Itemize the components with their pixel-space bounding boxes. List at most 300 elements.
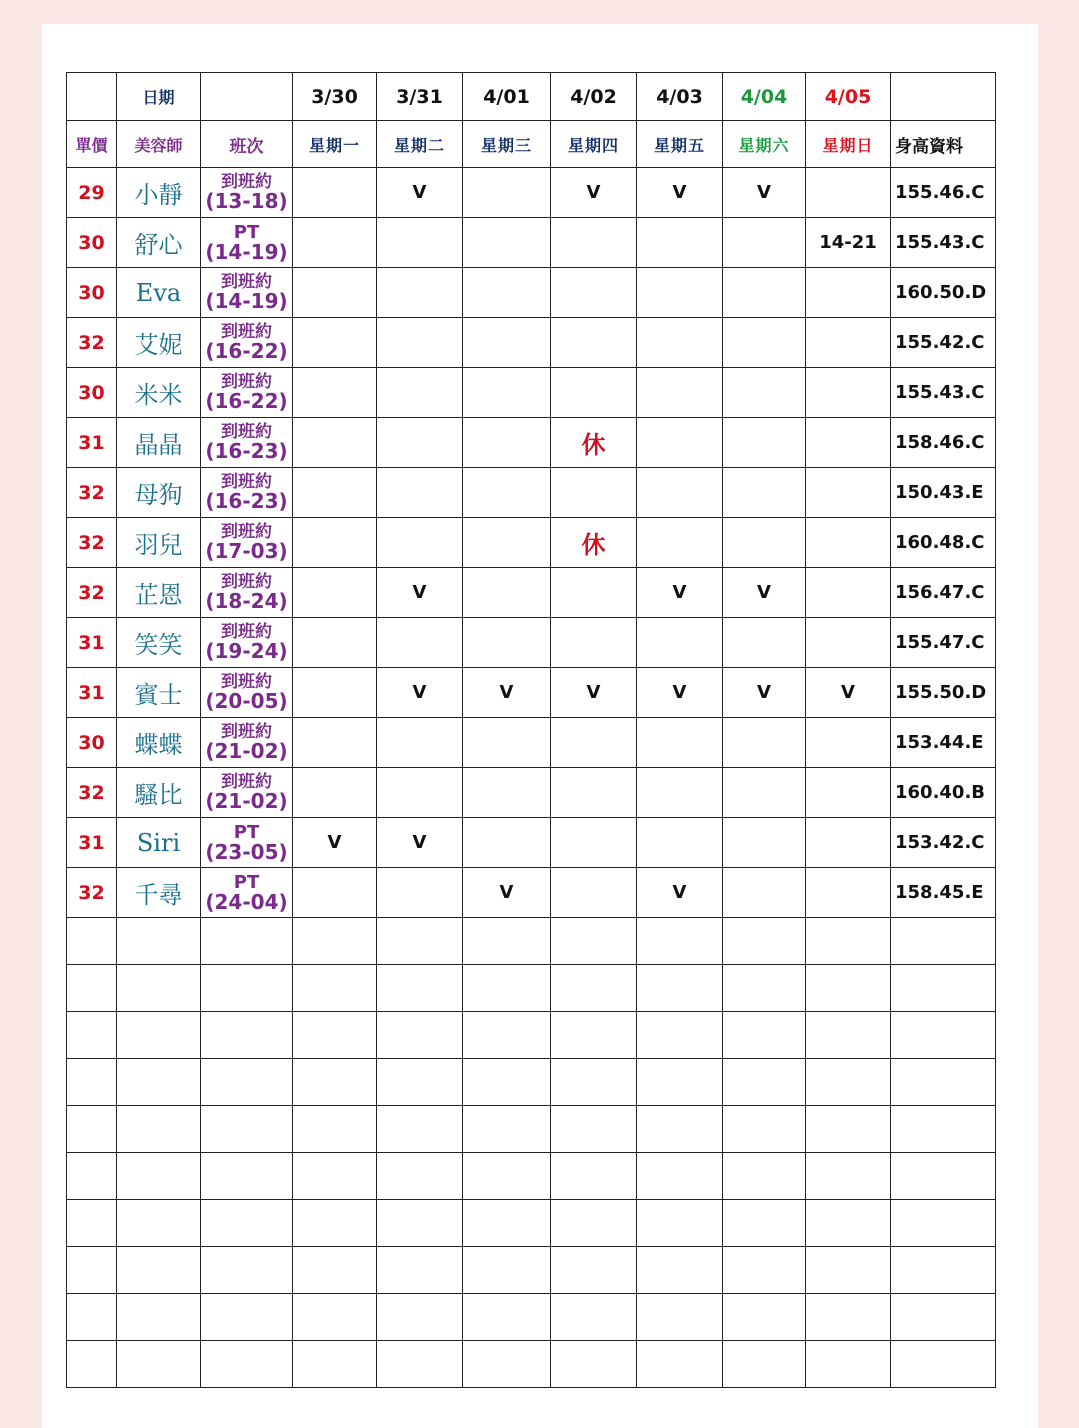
day-cell-thu — [551, 568, 637, 618]
day-cell-sat — [723, 218, 806, 268]
empty-cell — [463, 1059, 551, 1106]
empty-cell — [201, 965, 293, 1012]
weekday-fri: 星期五 — [637, 121, 723, 168]
empty-cell — [201, 1341, 293, 1388]
shift-cell — [201, 668, 293, 718]
empty-cell — [463, 1247, 551, 1294]
column-header-price: 單價 — [67, 121, 117, 168]
empty-cell — [723, 965, 806, 1012]
empty-cell — [463, 1106, 551, 1153]
empty-cell — [117, 965, 201, 1012]
shift-hours: (14-19) — [205, 239, 288, 264]
empty-cell — [806, 1153, 891, 1200]
price-cell: 30 — [67, 718, 117, 768]
empty-cell — [117, 1012, 201, 1059]
height-cell: 160.40.B — [891, 768, 996, 818]
empty-cell — [891, 1341, 996, 1388]
table-row — [67, 668, 996, 718]
table-row — [67, 268, 996, 318]
day-cell-sun — [806, 368, 891, 418]
empty-cell — [551, 1059, 637, 1106]
empty-cell — [551, 1341, 637, 1388]
day-cell-tue — [377, 868, 463, 918]
shift-cell — [201, 168, 293, 218]
header-empty-cell — [67, 73, 117, 121]
day-cell-sat — [723, 818, 806, 868]
stylist-name: 羽兒 — [117, 518, 201, 568]
table-row — [67, 168, 996, 218]
shift-type: 到班約 — [221, 572, 272, 592]
price-cell: 32 — [67, 868, 117, 918]
empty-cell — [723, 1153, 806, 1200]
day-cell-mon: V — [293, 818, 377, 868]
day-cell-sat — [723, 618, 806, 668]
shift-hours: (21-02) — [205, 739, 288, 763]
price-cell: 31 — [67, 418, 117, 468]
empty-cell — [637, 918, 723, 965]
empty-cell — [293, 1059, 377, 1106]
day-cell-mon — [293, 568, 377, 618]
weekday-sun: 星期日 — [806, 121, 891, 168]
day-cell-wed: V — [463, 668, 551, 718]
table-row — [67, 468, 996, 518]
height-cell: 155.43.C — [891, 218, 996, 268]
empty-row — [67, 965, 996, 1012]
empty-cell — [293, 1247, 377, 1294]
date-mon: 3/30 — [293, 73, 377, 121]
shift-hours: (16-23) — [205, 439, 288, 463]
stylist-name: 芷恩 — [117, 568, 201, 618]
day-cell-sat — [723, 268, 806, 318]
shift-type: 到班約 — [221, 372, 272, 392]
empty-cell — [723, 1341, 806, 1388]
height-cell: 158.46.C — [891, 418, 996, 468]
day-cell-fri — [637, 268, 723, 318]
day-cell-thu — [551, 368, 637, 418]
empty-cell — [891, 1153, 996, 1200]
day-cell-sun — [806, 318, 891, 368]
empty-cell — [551, 965, 637, 1012]
day-cell-sat: V — [723, 568, 806, 618]
table-row — [67, 368, 996, 418]
empty-cell — [637, 1012, 723, 1059]
empty-cell — [293, 1200, 377, 1247]
empty-cell — [806, 1200, 891, 1247]
shift-type: 到班約 — [221, 672, 272, 692]
table-row — [67, 218, 996, 268]
empty-cell — [293, 918, 377, 965]
day-cell-mon — [293, 168, 377, 218]
shift-hours: (21-02) — [205, 789, 288, 813]
day-cell-mon — [293, 868, 377, 918]
day-cell-mon — [293, 768, 377, 818]
header-empty-cell — [201, 73, 293, 121]
day-cell-sat — [723, 468, 806, 518]
shift-type: 到班約 — [221, 172, 272, 192]
day-cell-wed — [463, 318, 551, 368]
stylist-name: Eva — [117, 268, 201, 318]
height-cell: 155.50.D — [891, 668, 996, 718]
shift-type: PT — [233, 221, 260, 243]
empty-cell — [891, 1200, 996, 1247]
shift-type: 到班約 — [221, 472, 272, 492]
empty-cell — [117, 1059, 201, 1106]
shift-hours: (14-19) — [205, 289, 288, 313]
day-cell-fri — [637, 518, 723, 568]
date-wed: 4/01 — [463, 73, 551, 121]
day-cell-mon — [293, 668, 377, 718]
day-cell-tue — [377, 768, 463, 818]
price-cell: 31 — [67, 818, 117, 868]
empty-cell — [377, 1106, 463, 1153]
day-cell-sun — [806, 618, 891, 668]
empty-cell — [67, 1153, 117, 1200]
empty-cell — [463, 965, 551, 1012]
price-cell: 32 — [67, 768, 117, 818]
day-cell-tue — [377, 718, 463, 768]
stylist-name: 笑笑 — [117, 618, 201, 668]
day-cell-sat — [723, 418, 806, 468]
day-cell-tue — [377, 368, 463, 418]
day-cell-thu: V — [551, 668, 637, 718]
day-cell-mon — [293, 268, 377, 318]
empty-cell — [551, 1153, 637, 1200]
empty-cell — [723, 918, 806, 965]
empty-cell — [377, 1059, 463, 1106]
header-row-columns — [67, 121, 996, 168]
day-cell-fri — [637, 718, 723, 768]
table-row — [67, 718, 996, 768]
price-cell: 30 — [67, 218, 117, 268]
shift-type: 到班約 — [221, 422, 272, 442]
empty-cell — [637, 1247, 723, 1294]
day-cell-mon — [293, 218, 377, 268]
day-cell-fri — [637, 468, 723, 518]
empty-cell — [67, 1200, 117, 1247]
day-cell-sun — [806, 818, 891, 868]
day-cell-wed — [463, 568, 551, 618]
day-cell-thu: 休 — [551, 418, 637, 468]
shift-cell — [201, 868, 293, 918]
empty-cell — [117, 1200, 201, 1247]
schedule-sheet — [42, 24, 1038, 1428]
day-cell-sun — [806, 868, 891, 918]
empty-cell — [293, 1341, 377, 1388]
stylist-name: 米米 — [117, 368, 201, 418]
day-cell-thu — [551, 268, 637, 318]
empty-cell — [806, 1106, 891, 1153]
height-cell: 155.43.C — [891, 368, 996, 418]
day-cell-sun: V — [806, 668, 891, 718]
empty-cell — [377, 965, 463, 1012]
day-cell-sun — [806, 418, 891, 468]
empty-cell — [723, 1294, 806, 1341]
date-label: 日期 — [117, 73, 201, 121]
day-cell-sat: V — [723, 168, 806, 218]
stylist-name: 舒心 — [117, 218, 201, 268]
day-cell-wed: V — [463, 868, 551, 918]
empty-cell — [551, 1200, 637, 1247]
table-row — [67, 618, 996, 668]
empty-cell — [463, 1294, 551, 1341]
table-row — [67, 868, 996, 918]
day-cell-mon — [293, 368, 377, 418]
empty-cell — [891, 1106, 996, 1153]
empty-cell — [67, 1012, 117, 1059]
weekday-sat: 星期六 — [723, 121, 806, 168]
day-cell-sat — [723, 718, 806, 768]
empty-row — [67, 1200, 996, 1247]
empty-cell — [463, 1012, 551, 1059]
day-cell-mon — [293, 618, 377, 668]
empty-cell — [67, 918, 117, 965]
column-header-stylist: 美容師 — [117, 121, 201, 168]
shift-type: PT — [233, 871, 260, 893]
shift-cell — [201, 268, 293, 318]
empty-cell — [723, 1106, 806, 1153]
empty-row — [67, 1059, 996, 1106]
shift-hours: (19-24) — [205, 639, 288, 663]
day-cell-tue — [377, 418, 463, 468]
empty-cell — [637, 965, 723, 1012]
day-cell-sun — [806, 768, 891, 818]
shift-type: 到班約 — [221, 272, 272, 292]
shift-hours: (17-03) — [205, 539, 288, 563]
day-cell-fri: V — [637, 668, 723, 718]
empty-cell — [637, 1341, 723, 1388]
stylist-name: 蝶蝶 — [117, 718, 201, 768]
day-cell-thu: 休 — [551, 518, 637, 568]
day-cell-thu — [551, 318, 637, 368]
price-cell: 32 — [67, 468, 117, 518]
day-cell-fri — [637, 318, 723, 368]
empty-cell — [463, 1200, 551, 1247]
empty-cell — [723, 1200, 806, 1247]
empty-cell — [551, 1106, 637, 1153]
shift-type: 到班約 — [221, 772, 272, 792]
empty-cell — [67, 1247, 117, 1294]
date-thu: 4/02 — [551, 73, 637, 121]
empty-cell — [806, 918, 891, 965]
shift-hours: (16-22) — [205, 339, 288, 363]
day-cell-fri — [637, 368, 723, 418]
shift-type: 到班約 — [221, 322, 272, 342]
empty-cell — [806, 1294, 891, 1341]
empty-row — [67, 1341, 996, 1388]
empty-cell — [891, 1059, 996, 1106]
stylist-name: 艾妮 — [117, 318, 201, 368]
price-cell: 32 — [67, 568, 117, 618]
shift-hours: (18-24) — [205, 589, 288, 613]
day-cell-fri — [637, 218, 723, 268]
day-cell-wed — [463, 368, 551, 418]
height-cell: 160.48.C — [891, 518, 996, 568]
day-cell-fri — [637, 418, 723, 468]
day-cell-wed — [463, 618, 551, 668]
empty-cell — [201, 1200, 293, 1247]
empty-cell — [806, 1247, 891, 1294]
table-row — [67, 518, 996, 568]
empty-cell — [377, 1153, 463, 1200]
empty-cell — [117, 1153, 201, 1200]
shift-type: 到班約 — [221, 522, 272, 542]
empty-cell — [201, 1059, 293, 1106]
day-cell-sun — [806, 518, 891, 568]
empty-cell — [67, 1106, 117, 1153]
day-cell-thu — [551, 768, 637, 818]
stylist-name: 騷比 — [117, 768, 201, 818]
shift-hours: (16-22) — [205, 389, 288, 413]
empty-cell — [806, 1059, 891, 1106]
empty-cell — [293, 1106, 377, 1153]
day-cell-thu — [551, 468, 637, 518]
shift-cell — [201, 768, 293, 818]
day-cell-thu — [551, 618, 637, 668]
height-cell: 156.47.C — [891, 568, 996, 618]
day-cell-sun — [806, 568, 891, 618]
day-cell-tue — [377, 218, 463, 268]
day-cell-fri — [637, 618, 723, 668]
price-cell: 30 — [67, 268, 117, 318]
day-cell-fri — [637, 818, 723, 868]
empty-cell — [891, 965, 996, 1012]
day-cell-mon — [293, 468, 377, 518]
day-cell-fri: V — [637, 868, 723, 918]
empty-cell — [891, 918, 996, 965]
day-cell-wed — [463, 468, 551, 518]
day-cell-wed — [463, 718, 551, 768]
shift-type: 到班約 — [221, 622, 272, 642]
schedule-body — [67, 168, 996, 1388]
empty-cell — [67, 1294, 117, 1341]
header-row-dates — [67, 73, 996, 121]
day-cell-tue — [377, 268, 463, 318]
stylist-name: 母狗 — [117, 468, 201, 518]
stylist-name: 賓士 — [117, 668, 201, 718]
empty-cell — [377, 1200, 463, 1247]
shift-cell — [201, 618, 293, 668]
day-cell-tue — [377, 468, 463, 518]
empty-cell — [117, 1247, 201, 1294]
day-cell-fri: V — [637, 568, 723, 618]
date-sun: 4/05 — [806, 73, 891, 121]
price-cell: 31 — [67, 618, 117, 668]
shift-cell — [201, 568, 293, 618]
table-row — [67, 768, 996, 818]
height-cell: 155.46.C — [891, 168, 996, 218]
empty-cell — [463, 918, 551, 965]
empty-cell — [201, 918, 293, 965]
empty-cell — [201, 1247, 293, 1294]
shift-hours: (16-23) — [205, 489, 288, 513]
weekday-wed: 星期三 — [463, 121, 551, 168]
height-cell: 160.50.D — [891, 268, 996, 318]
day-cell-sun — [806, 718, 891, 768]
weekday-thu: 星期四 — [551, 121, 637, 168]
day-cell-wed — [463, 768, 551, 818]
day-cell-wed — [463, 418, 551, 468]
empty-cell — [201, 1294, 293, 1341]
shift-cell — [201, 368, 293, 418]
shift-cell — [201, 468, 293, 518]
height-cell: 153.42.C — [891, 818, 996, 868]
day-cell-thu: V — [551, 168, 637, 218]
day-cell-tue: V — [377, 168, 463, 218]
empty-cell — [551, 918, 637, 965]
empty-cell — [551, 1294, 637, 1341]
day-cell-tue — [377, 618, 463, 668]
day-cell-thu — [551, 218, 637, 268]
day-cell-sun — [806, 168, 891, 218]
empty-cell — [201, 1106, 293, 1153]
price-cell: 30 — [67, 368, 117, 418]
day-cell-thu — [551, 868, 637, 918]
day-cell-sat: V — [723, 668, 806, 718]
day-cell-thu — [551, 818, 637, 868]
table-row — [67, 318, 996, 368]
day-cell-tue — [377, 518, 463, 568]
table-row — [67, 568, 996, 618]
empty-row — [67, 918, 996, 965]
shift-hours: (24-04) — [205, 889, 288, 914]
empty-cell — [293, 1153, 377, 1200]
empty-cell — [891, 1294, 996, 1341]
empty-cell — [806, 1341, 891, 1388]
empty-cell — [117, 1294, 201, 1341]
day-cell-mon — [293, 518, 377, 568]
empty-cell — [551, 1012, 637, 1059]
day-cell-sun: 14-21 — [806, 218, 891, 268]
empty-cell — [377, 1294, 463, 1341]
day-cell-fri — [637, 768, 723, 818]
empty-cell — [67, 1341, 117, 1388]
empty-cell — [67, 1059, 117, 1106]
date-sat: 4/04 — [723, 73, 806, 121]
date-fri: 4/03 — [637, 73, 723, 121]
empty-cell — [201, 1012, 293, 1059]
day-cell-thu — [551, 718, 637, 768]
empty-cell — [723, 1012, 806, 1059]
shift-type: 到班約 — [221, 722, 272, 742]
empty-cell — [637, 1106, 723, 1153]
empty-cell — [293, 1294, 377, 1341]
day-cell-sun — [806, 268, 891, 318]
day-cell-tue: V — [377, 568, 463, 618]
price-cell: 29 — [67, 168, 117, 218]
height-cell: 155.47.C — [891, 618, 996, 668]
header-empty-cell — [891, 73, 996, 121]
stylist-name: 晶晶 — [117, 418, 201, 468]
shift-type: PT — [233, 821, 260, 843]
empty-cell — [117, 1341, 201, 1388]
shift-hours: (23-05) — [205, 839, 288, 864]
empty-cell — [117, 1106, 201, 1153]
empty-cell — [377, 1341, 463, 1388]
height-cell: 150.43.E — [891, 468, 996, 518]
day-cell-wed — [463, 218, 551, 268]
price-cell: 32 — [67, 518, 117, 568]
day-cell-tue — [377, 318, 463, 368]
empty-cell — [67, 965, 117, 1012]
day-cell-mon — [293, 318, 377, 368]
empty-cell — [293, 1012, 377, 1059]
empty-cell — [117, 918, 201, 965]
empty-row — [67, 1294, 996, 1341]
day-cell-fri: V — [637, 168, 723, 218]
empty-cell — [551, 1247, 637, 1294]
day-cell-sat — [723, 768, 806, 818]
shift-cell — [201, 818, 293, 868]
